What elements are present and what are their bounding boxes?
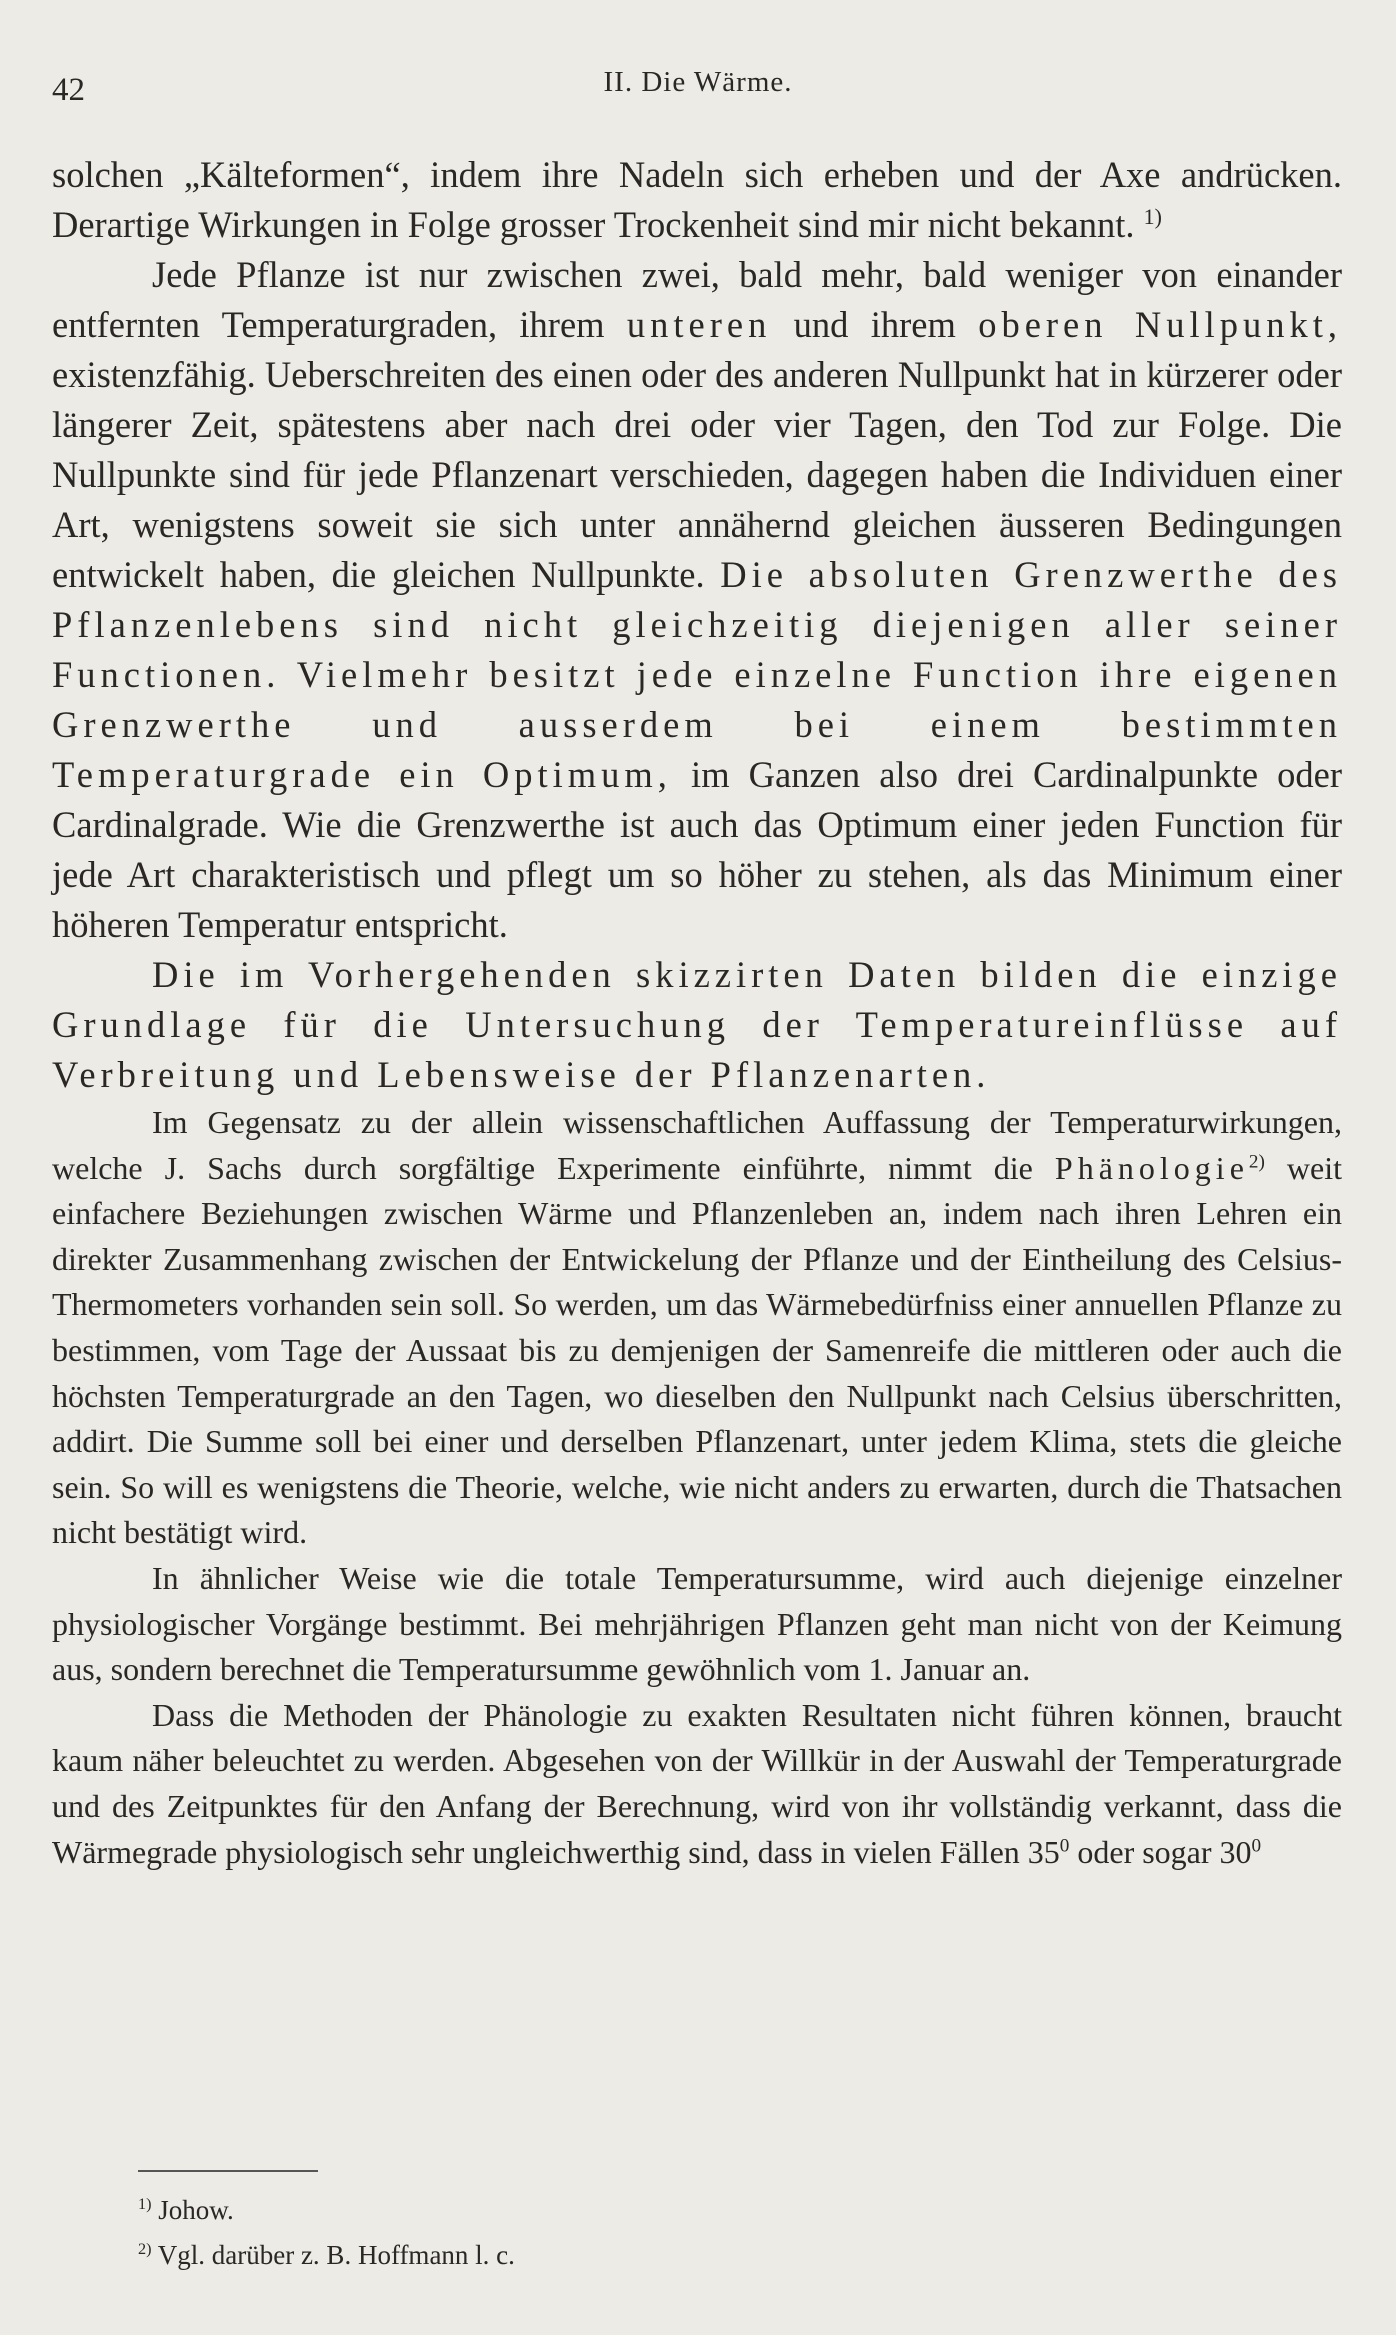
footnote-ref-2: 2) — [1248, 1150, 1265, 1172]
footnote-mark: 1) — [138, 2195, 152, 2213]
footnote-text: Vgl. darüber z. B. Hoffmann l. c. — [157, 2240, 515, 2270]
footnote-ref-1: 1) — [1143, 203, 1162, 229]
paragraph-2 — [52, 250, 1342, 950]
paragraph-1 — [52, 150, 1342, 250]
emphasis-text: Phänologie — [1054, 1149, 1249, 1186]
footnote-mark: 2) — [138, 2240, 152, 2258]
paragraph-text: existenzfähig. Ueberschreiten des einen oder des anderen Nullpunkt hat in kürzerer oder längerer Zeit, spätestens aber nach drei oder vier Tagen, den Tod zur Folge. Die Nullpunkte sind für jede Pflanzenart verschieden, dagegen haben die Individuen einer Art, wenigstens soweit sie sich unter annähernd gleichen äusseren Bedingungen entwickelt haben, die gleichen Nullpunkte. — [52, 354, 1342, 595]
footnote-1 — [138, 2188, 515, 2233]
number-value: 35 — [1027, 1833, 1060, 1870]
paragraph-4 — [52, 1100, 1342, 1556]
degree-mark: 0 — [1059, 1834, 1070, 1856]
paragraph-text: solchen „Kälteformen“, indem ihre Nadeln sich erheben und der Axe andrücken. Derartige Wirkungen in Folge grosser Trockenheit sind mir nicht bekannt. — [52, 154, 1342, 245]
emphasis-text: unteren — [626, 304, 772, 345]
footnote-2 — [138, 2233, 515, 2278]
paragraph-text: Dass die Methoden der Phänologie zu exakten Resultaten nicht führen können, braucht kaum näher beleuchtet zu werden. Abgesehen von der Willkür in der Auswahl der Temperaturgrade und des Zeitpunktes für den Anfang der Berechnung, wird von ihr vollständig verkannt, dass die Wärmegrade physiologisch sehr ungleichwerthig sind, dass in vielen Fällen — [52, 1696, 1342, 1870]
paragraph-text: weit einfachere Beziehungen zwischen Wärme und Pflanzenleben an, indem nach ihren Lehren ein direkter Zusammenhang zwischen der Entwickelung der Pflanze und der Eintheilung des Celsius-Thermometers vorhanden sein soll. So werden, um das Wärmebedürfniss einer annuellen Pflanze zu bestimmen, vom Tage der Aussaat bis zu demjenigen der Samenreife die mittleren oder auch die höchsten Temperaturgrade an den Tagen, wo dieselben den Nullpunkt nach Celsius überschritten, addirt. Die Summe soll bei einer und derselben Pflanzenart, unter jedem Klima, stets die gleiche sein. So will es wenigstens die Theorie, welche, wie nicht anders zu erwarten, durch die Thatsachen nicht bestätigt wird. — [52, 1149, 1343, 1551]
paragraph-5: In ähnlicher Weise wie die totale Temperatursumme, wird auch diejenige einzelner physiologischer Vorgänge bestimmt. Bei mehrjährigen Pflanzen geht man nicht von der Keimung aus, sondern berechnet die Temperatursumme gewöhnlich vom 1. Januar an. — [52, 1559, 1342, 1688]
paragraph-text: im Ganzen also drei Cardinalpunkte oder Cardinalgrade. Wie die Grenzwerthe ist auch das Optimum einer jeden Function für jede Art charakteristisch und pflegt um so höher zu stehen, als das Minimum einer höheren Temperatur entspricht. — [52, 754, 1342, 945]
degree-mark: 0 — [1251, 1834, 1262, 1856]
running-title: II. Die Wärme. — [603, 66, 793, 98]
paragraph-text: Jede Pflanze ist nur zwischen zwei, bald mehr, bald weniger von einander entfernten Temperaturgraden, ihrem — [52, 254, 1342, 345]
paragraph-3: Die im Vorhergehenden skizzirten Daten bilden die einzige Grundlage für die Untersuchung der Temperatureinflüsse auf Verbreitung und Lebensweise der Pflanzenarten. — [52, 954, 1342, 1095]
number-value: 30 — [1219, 1833, 1252, 1870]
paragraph-6 — [52, 1693, 1342, 1875]
page-body — [52, 150, 1342, 1875]
footnote-text: Johow. — [158, 2195, 234, 2225]
emphasis-text: Die absoluten Grenzwerthe des Pflanzenlebens sind nicht gleichzeitig diejenigen aller seiner Functionen. Vielmehr besitzt jede einzelne Function ihre eigenen Grenzwerthe und ausserdem bei einem bestimmten Temperaturgrade ein Optimum, — [52, 554, 1342, 795]
paragraph-text: Im Gegensatz zu der allein wissenschaftlichen Auffassung der Temperaturwirkungen, welche J. Sachs durch sorgfältige Experimente einführte, nimmt die — [52, 1104, 1342, 1186]
emphasis-text: oberen Nullpunkt, — [978, 304, 1342, 345]
paragraph-text: oder sogar — [1077, 1833, 1212, 1870]
page-number: 42 — [52, 72, 85, 108]
footnotes — [138, 2188, 515, 2278]
paragraph-text: und ihrem — [793, 304, 956, 345]
footnote-divider — [138, 2170, 318, 2172]
